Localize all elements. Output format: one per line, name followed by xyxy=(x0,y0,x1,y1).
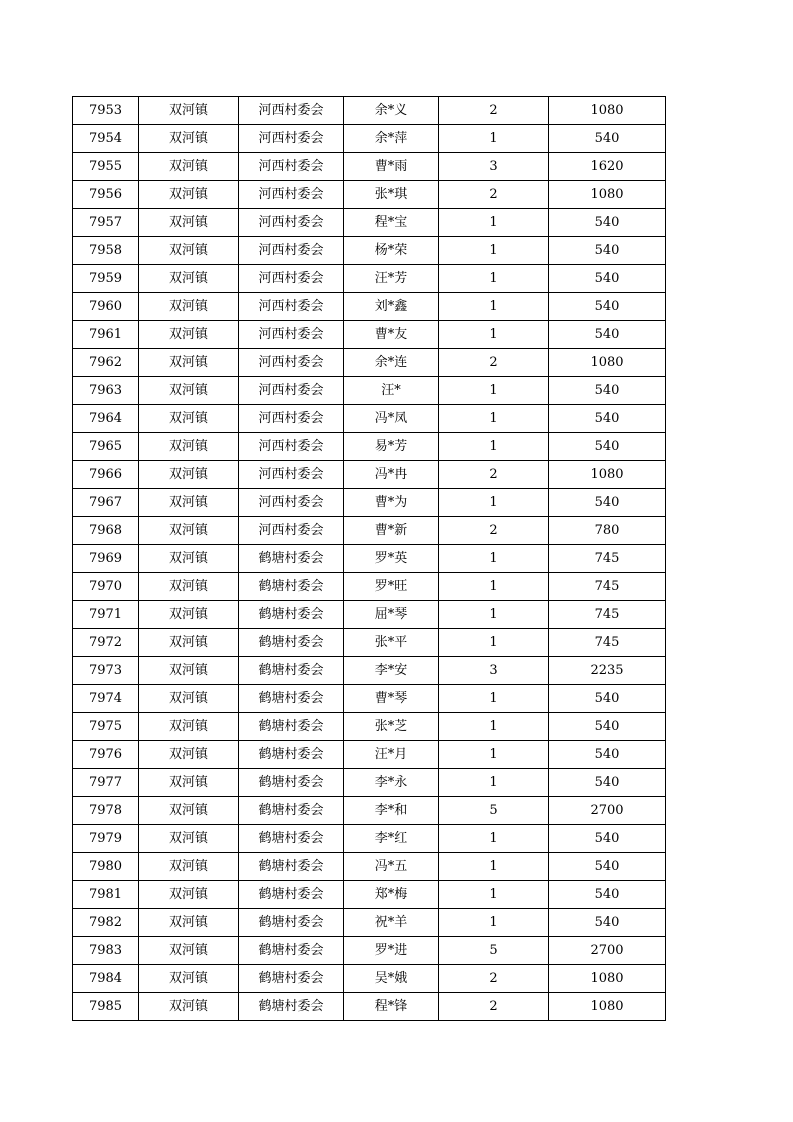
serial-number-cell: 7967 xyxy=(73,489,139,517)
count-cell: 2 xyxy=(439,97,549,125)
table-row xyxy=(73,601,666,629)
village-committee-cell: 鹤塘村委会 xyxy=(239,573,344,601)
amount-cell: 540 xyxy=(549,209,666,237)
table-row xyxy=(73,965,666,993)
serial-number-cell: 7985 xyxy=(73,993,139,1021)
table-row xyxy=(73,405,666,433)
name-cell: 罗*旺 xyxy=(344,573,439,601)
name-cell: 罗*进 xyxy=(344,937,439,965)
village-committee-cell: 鹤塘村委会 xyxy=(239,965,344,993)
town-cell: 双河镇 xyxy=(139,685,239,713)
table-row xyxy=(73,265,666,293)
town-cell: 双河镇 xyxy=(139,489,239,517)
table-row xyxy=(73,797,666,825)
name-cell: 易*芳 xyxy=(344,433,439,461)
amount-cell: 540 xyxy=(549,853,666,881)
town-cell: 双河镇 xyxy=(139,461,239,489)
serial-number-cell: 7971 xyxy=(73,601,139,629)
table-row xyxy=(73,629,666,657)
village-committee-cell: 河西村委会 xyxy=(239,517,344,545)
village-committee-cell: 河西村委会 xyxy=(239,349,344,377)
table-row xyxy=(73,825,666,853)
table-row xyxy=(73,993,666,1021)
amount-cell: 745 xyxy=(549,545,666,573)
amount-cell: 1080 xyxy=(549,965,666,993)
amount-cell: 540 xyxy=(549,377,666,405)
village-committee-cell: 河西村委会 xyxy=(239,209,344,237)
serial-number-cell: 7958 xyxy=(73,237,139,265)
serial-number-cell: 7955 xyxy=(73,153,139,181)
amount-cell: 1620 xyxy=(549,153,666,181)
count-cell: 2 xyxy=(439,517,549,545)
village-committee-cell: 鹤塘村委会 xyxy=(239,545,344,573)
count-cell: 3 xyxy=(439,657,549,685)
serial-number-cell: 7979 xyxy=(73,825,139,853)
town-cell: 双河镇 xyxy=(139,433,239,461)
name-cell: 汪* xyxy=(344,377,439,405)
serial-number-cell: 7969 xyxy=(73,545,139,573)
count-cell: 3 xyxy=(439,153,549,181)
amount-cell: 540 xyxy=(549,713,666,741)
village-committee-cell: 鹤塘村委会 xyxy=(239,741,344,769)
name-cell: 祝*羊 xyxy=(344,909,439,937)
amount-cell: 1080 xyxy=(549,349,666,377)
village-committee-cell: 河西村委会 xyxy=(239,293,344,321)
name-cell: 曹*为 xyxy=(344,489,439,517)
count-cell: 1 xyxy=(439,769,549,797)
town-cell: 双河镇 xyxy=(139,349,239,377)
table-row xyxy=(73,657,666,685)
serial-number-cell: 7964 xyxy=(73,405,139,433)
amount-cell: 540 xyxy=(549,741,666,769)
village-committee-cell: 河西村委会 xyxy=(239,125,344,153)
town-cell: 双河镇 xyxy=(139,125,239,153)
village-committee-cell: 鹤塘村委会 xyxy=(239,685,344,713)
serial-number-cell: 7984 xyxy=(73,965,139,993)
village-committee-cell: 鹤塘村委会 xyxy=(239,937,344,965)
serial-number-cell: 7968 xyxy=(73,517,139,545)
town-cell: 双河镇 xyxy=(139,181,239,209)
table-row xyxy=(73,321,666,349)
village-committee-cell: 鹤塘村委会 xyxy=(239,769,344,797)
amount-cell: 540 xyxy=(549,293,666,321)
name-cell: 汪*芳 xyxy=(344,265,439,293)
village-committee-cell: 河西村委会 xyxy=(239,153,344,181)
table-row xyxy=(73,349,666,377)
town-cell: 双河镇 xyxy=(139,321,239,349)
serial-number-cell: 7961 xyxy=(73,321,139,349)
amount-cell: 540 xyxy=(549,433,666,461)
table-row xyxy=(73,573,666,601)
name-cell: 张*芝 xyxy=(344,713,439,741)
village-committee-cell: 鹤塘村委会 xyxy=(239,713,344,741)
count-cell: 1 xyxy=(439,825,549,853)
table-row xyxy=(73,433,666,461)
table-row xyxy=(73,97,666,125)
town-cell: 双河镇 xyxy=(139,741,239,769)
count-cell: 1 xyxy=(439,321,549,349)
serial-number-cell: 7975 xyxy=(73,713,139,741)
serial-number-cell: 7970 xyxy=(73,573,139,601)
name-cell: 余*义 xyxy=(344,97,439,125)
village-committee-cell: 鹤塘村委会 xyxy=(239,629,344,657)
name-cell: 曹*雨 xyxy=(344,153,439,181)
name-cell: 程*锋 xyxy=(344,993,439,1021)
amount-cell: 540 xyxy=(549,237,666,265)
count-cell: 2 xyxy=(439,181,549,209)
town-cell: 双河镇 xyxy=(139,937,239,965)
count-cell: 2 xyxy=(439,461,549,489)
count-cell: 1 xyxy=(439,125,549,153)
count-cell: 1 xyxy=(439,881,549,909)
amount-cell: 540 xyxy=(549,881,666,909)
serial-number-cell: 7960 xyxy=(73,293,139,321)
town-cell: 双河镇 xyxy=(139,517,239,545)
name-cell: 冯*五 xyxy=(344,853,439,881)
village-committee-cell: 河西村委会 xyxy=(239,237,344,265)
name-cell: 曹*友 xyxy=(344,321,439,349)
town-cell: 双河镇 xyxy=(139,405,239,433)
table-row xyxy=(73,377,666,405)
serial-number-cell: 7981 xyxy=(73,881,139,909)
village-committee-cell: 鹤塘村委会 xyxy=(239,881,344,909)
table-row xyxy=(73,713,666,741)
name-cell: 吴*娥 xyxy=(344,965,439,993)
name-cell: 程*宝 xyxy=(344,209,439,237)
name-cell: 冯*冉 xyxy=(344,461,439,489)
amount-cell: 745 xyxy=(549,601,666,629)
table-row xyxy=(73,937,666,965)
village-committee-cell: 河西村委会 xyxy=(239,321,344,349)
count-cell: 2 xyxy=(439,993,549,1021)
table-row xyxy=(73,125,666,153)
count-cell: 2 xyxy=(439,349,549,377)
village-committee-cell: 河西村委会 xyxy=(239,265,344,293)
village-committee-cell: 鹤塘村委会 xyxy=(239,825,344,853)
amount-cell: 1080 xyxy=(549,461,666,489)
count-cell: 1 xyxy=(439,629,549,657)
serial-number-cell: 7973 xyxy=(73,657,139,685)
village-committee-cell: 河西村委会 xyxy=(239,405,344,433)
count-cell: 1 xyxy=(439,545,549,573)
name-cell: 刘*鑫 xyxy=(344,293,439,321)
town-cell: 双河镇 xyxy=(139,993,239,1021)
name-cell: 曹*新 xyxy=(344,517,439,545)
name-cell: 张*平 xyxy=(344,629,439,657)
name-cell: 曹*琴 xyxy=(344,685,439,713)
amount-cell: 540 xyxy=(549,825,666,853)
name-cell: 张*琪 xyxy=(344,181,439,209)
town-cell: 双河镇 xyxy=(139,965,239,993)
serial-number-cell: 7957 xyxy=(73,209,139,237)
count-cell: 1 xyxy=(439,573,549,601)
count-cell: 1 xyxy=(439,685,549,713)
count-cell: 1 xyxy=(439,601,549,629)
name-cell: 杨*荣 xyxy=(344,237,439,265)
name-cell: 李*红 xyxy=(344,825,439,853)
village-committee-cell: 河西村委会 xyxy=(239,489,344,517)
town-cell: 双河镇 xyxy=(139,769,239,797)
village-committee-cell: 河西村委会 xyxy=(239,461,344,489)
town-cell: 双河镇 xyxy=(139,881,239,909)
village-committee-cell: 鹤塘村委会 xyxy=(239,797,344,825)
table-row xyxy=(73,545,666,573)
town-cell: 双河镇 xyxy=(139,265,239,293)
count-cell: 1 xyxy=(439,489,549,517)
town-cell: 双河镇 xyxy=(139,209,239,237)
town-cell: 双河镇 xyxy=(139,657,239,685)
serial-number-cell: 7962 xyxy=(73,349,139,377)
town-cell: 双河镇 xyxy=(139,853,239,881)
amount-cell: 780 xyxy=(549,517,666,545)
name-cell: 罗*英 xyxy=(344,545,439,573)
serial-number-cell: 7976 xyxy=(73,741,139,769)
name-cell: 李*和 xyxy=(344,797,439,825)
amount-cell: 745 xyxy=(549,573,666,601)
count-cell: 1 xyxy=(439,265,549,293)
amount-cell: 540 xyxy=(549,125,666,153)
town-cell: 双河镇 xyxy=(139,293,239,321)
count-cell: 1 xyxy=(439,909,549,937)
serial-number-cell: 7959 xyxy=(73,265,139,293)
count-cell: 1 xyxy=(439,377,549,405)
serial-number-cell: 7966 xyxy=(73,461,139,489)
table-row xyxy=(73,741,666,769)
name-cell: 屈*琴 xyxy=(344,601,439,629)
serial-number-cell: 7953 xyxy=(73,97,139,125)
amount-cell: 2700 xyxy=(549,797,666,825)
amount-cell: 2700 xyxy=(549,937,666,965)
amount-cell: 2235 xyxy=(549,657,666,685)
village-committee-cell: 河西村委会 xyxy=(239,433,344,461)
amount-cell: 540 xyxy=(549,405,666,433)
amount-cell: 1080 xyxy=(549,181,666,209)
table-row xyxy=(73,517,666,545)
serial-number-cell: 7972 xyxy=(73,629,139,657)
count-cell: 1 xyxy=(439,405,549,433)
count-cell: 2 xyxy=(439,965,549,993)
count-cell: 5 xyxy=(439,797,549,825)
serial-number-cell: 7954 xyxy=(73,125,139,153)
count-cell: 1 xyxy=(439,209,549,237)
village-committee-cell: 鹤塘村委会 xyxy=(239,601,344,629)
name-cell: 余*连 xyxy=(344,349,439,377)
town-cell: 双河镇 xyxy=(139,573,239,601)
table-row xyxy=(73,461,666,489)
amount-cell: 540 xyxy=(549,769,666,797)
serial-number-cell: 7974 xyxy=(73,685,139,713)
serial-number-cell: 7977 xyxy=(73,769,139,797)
amount-cell: 1080 xyxy=(549,993,666,1021)
village-committee-cell: 河西村委会 xyxy=(239,97,344,125)
town-cell: 双河镇 xyxy=(139,629,239,657)
serial-number-cell: 7963 xyxy=(73,377,139,405)
count-cell: 1 xyxy=(439,237,549,265)
name-cell: 冯*凤 xyxy=(344,405,439,433)
name-cell: 余*萍 xyxy=(344,125,439,153)
count-cell: 1 xyxy=(439,433,549,461)
name-cell: 汪*月 xyxy=(344,741,439,769)
table-row xyxy=(73,853,666,881)
name-cell: 郑*梅 xyxy=(344,881,439,909)
count-cell: 1 xyxy=(439,293,549,321)
table-row xyxy=(73,293,666,321)
table-row xyxy=(73,769,666,797)
table-row xyxy=(73,181,666,209)
town-cell: 双河镇 xyxy=(139,601,239,629)
count-cell: 1 xyxy=(439,853,549,881)
serial-number-cell: 7980 xyxy=(73,853,139,881)
village-committee-cell: 鹤塘村委会 xyxy=(239,993,344,1021)
town-cell: 双河镇 xyxy=(139,909,239,937)
serial-number-cell: 7956 xyxy=(73,181,139,209)
amount-cell: 1080 xyxy=(549,97,666,125)
serial-number-cell: 7965 xyxy=(73,433,139,461)
amount-cell: 540 xyxy=(549,489,666,517)
table-body xyxy=(73,97,666,1021)
village-committee-cell: 鹤塘村委会 xyxy=(239,853,344,881)
village-committee-cell: 鹤塘村委会 xyxy=(239,657,344,685)
village-committee-cell: 河西村委会 xyxy=(239,377,344,405)
town-cell: 双河镇 xyxy=(139,377,239,405)
town-cell: 双河镇 xyxy=(139,237,239,265)
town-cell: 双河镇 xyxy=(139,797,239,825)
table-row xyxy=(73,237,666,265)
amount-cell: 540 xyxy=(549,265,666,293)
table-row xyxy=(73,153,666,181)
data-table xyxy=(72,96,666,1021)
town-cell: 双河镇 xyxy=(139,153,239,181)
village-committee-cell: 鹤塘村委会 xyxy=(239,909,344,937)
town-cell: 双河镇 xyxy=(139,825,239,853)
table-row xyxy=(73,685,666,713)
count-cell: 1 xyxy=(439,741,549,769)
amount-cell: 745 xyxy=(549,629,666,657)
count-cell: 1 xyxy=(439,713,549,741)
name-cell: 李*永 xyxy=(344,769,439,797)
serial-number-cell: 7983 xyxy=(73,937,139,965)
amount-cell: 540 xyxy=(549,909,666,937)
amount-cell: 540 xyxy=(549,321,666,349)
table-row xyxy=(73,881,666,909)
name-cell: 李*安 xyxy=(344,657,439,685)
village-committee-cell: 河西村委会 xyxy=(239,181,344,209)
town-cell: 双河镇 xyxy=(139,97,239,125)
amount-cell: 540 xyxy=(549,685,666,713)
table-row xyxy=(73,209,666,237)
town-cell: 双河镇 xyxy=(139,545,239,573)
count-cell: 5 xyxy=(439,937,549,965)
town-cell: 双河镇 xyxy=(139,713,239,741)
table-row xyxy=(73,909,666,937)
table-row xyxy=(73,489,666,517)
serial-number-cell: 7978 xyxy=(73,797,139,825)
serial-number-cell: 7982 xyxy=(73,909,139,937)
